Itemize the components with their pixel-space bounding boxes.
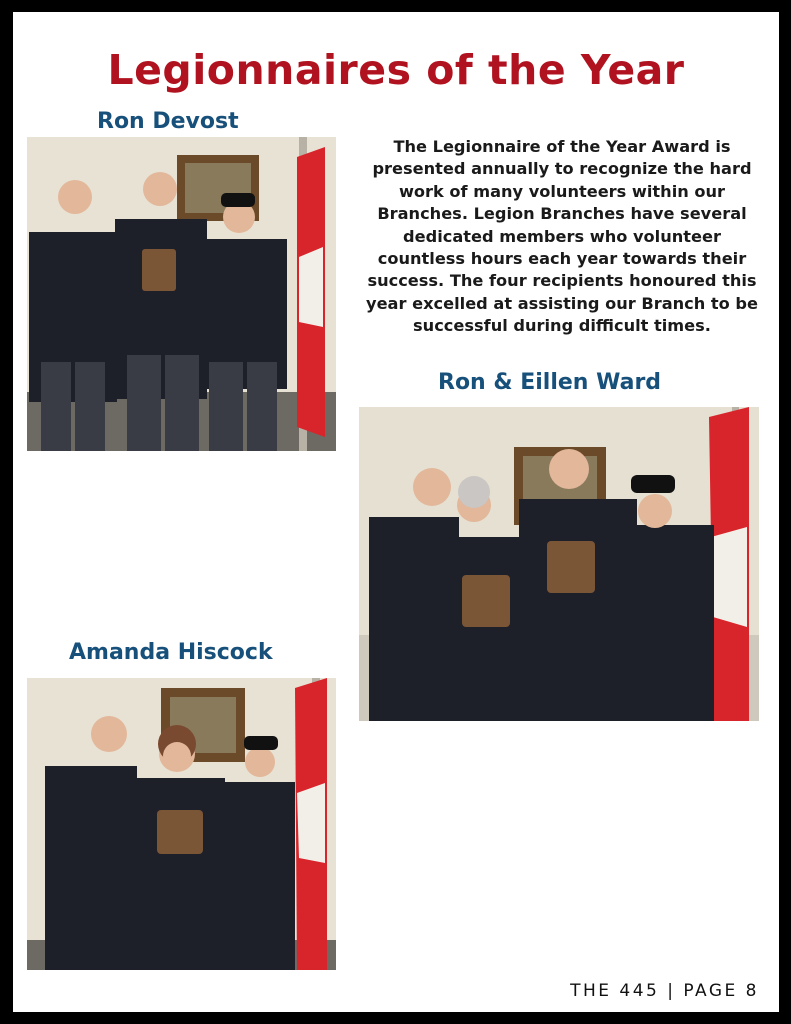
page bbox=[13, 12, 779, 1012]
page-title: Legionnaires of the Year bbox=[107, 46, 685, 94]
photo-ron-devost bbox=[27, 137, 336, 451]
page-footer: THE 445 | PAGE 8 bbox=[570, 981, 759, 1001]
recipient-name-amanda-hiscock: Amanda Hiscock bbox=[69, 640, 273, 665]
photo-amanda-hiscock bbox=[27, 678, 336, 970]
recipient-name-ron-devost: Ron Devost bbox=[97, 109, 239, 134]
award-description: The Legionnaire of the Year Award is presented annually to recognize the hard work of many volunteers within our Branches. Legion Branches have several dedicated members who volunteer countless hours each year towards their success. The four recipients honoured this year excelled at assisting our Branch to be successful during difficult times. bbox=[366, 137, 758, 336]
recipient-name-ron-eillen-ward: Ron & Eillen Ward bbox=[438, 370, 662, 395]
photo-ron-eillen-ward bbox=[359, 407, 759, 721]
